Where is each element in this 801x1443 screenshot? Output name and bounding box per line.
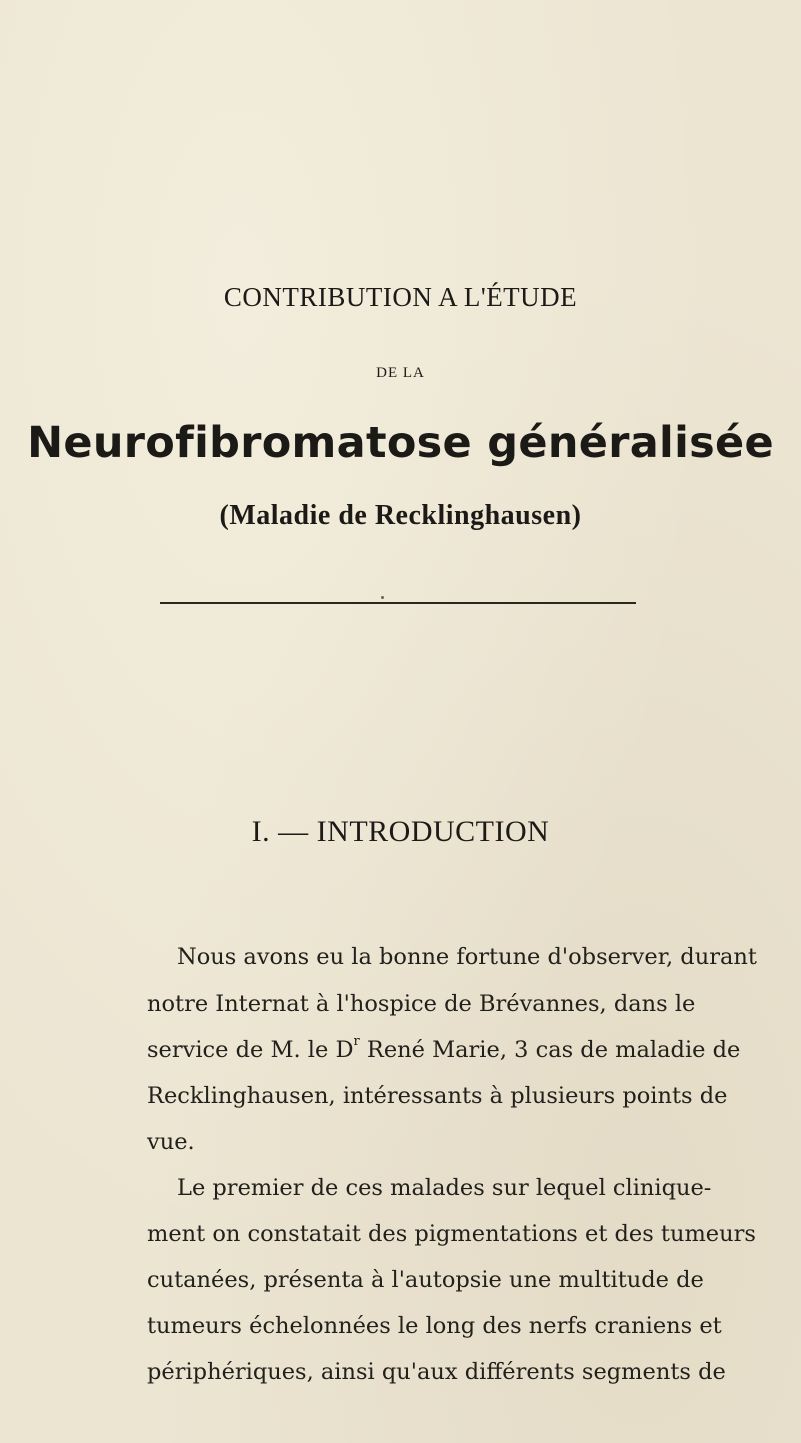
paragraph-2-line-3: cutanées, présenta à l'autopsie une multitude de (147, 1267, 704, 1293)
paragraph-1-line-2: notre Internat à l'hospice de Brévannes, dans le (147, 991, 696, 1017)
title-rule-divider (160, 602, 636, 604)
paragraph-2-line-2: ment on constatait des pigmentations et des tumeurs (147, 1221, 756, 1247)
doctor-superscript: r (353, 1034, 360, 1049)
paragraph-1-line-3 (147, 1034, 741, 1063)
section-heading: I. — INTRODUCTION (251, 815, 550, 848)
rule-ornament-dot (381, 596, 384, 599)
line-3-end: René Marie, 3 cas de maladie de (359, 1037, 741, 1063)
paragraph-2-line-4: tumeurs échelonnées le long des nerfs craniens et (147, 1313, 722, 1339)
page-title: Neurofibromatose généralisée (27, 418, 774, 468)
paragraph-2-line-1: Le premier de ces malades sur lequel clinique- (177, 1175, 712, 1201)
page-subtitle: (Maladie de Recklinghausen) (219, 500, 582, 531)
paragraph-1-line-4: Recklinghausen, intéressants à plusieurs points de (147, 1083, 728, 1109)
paragraph-1-line-1: Nous avons eu la bonne fortune d'observer, durant (177, 944, 757, 970)
paragraph-1-line-5: vue. (147, 1129, 195, 1155)
paragraph-2-line-5: périphériques, ainsi qu'aux différents segments de (147, 1359, 726, 1385)
line-3-start: service de M. le D (147, 1037, 354, 1063)
header-contribution: CONTRIBUTION A L'ÉTUDE (223, 282, 578, 312)
header-de-la: DE LA (376, 365, 425, 381)
